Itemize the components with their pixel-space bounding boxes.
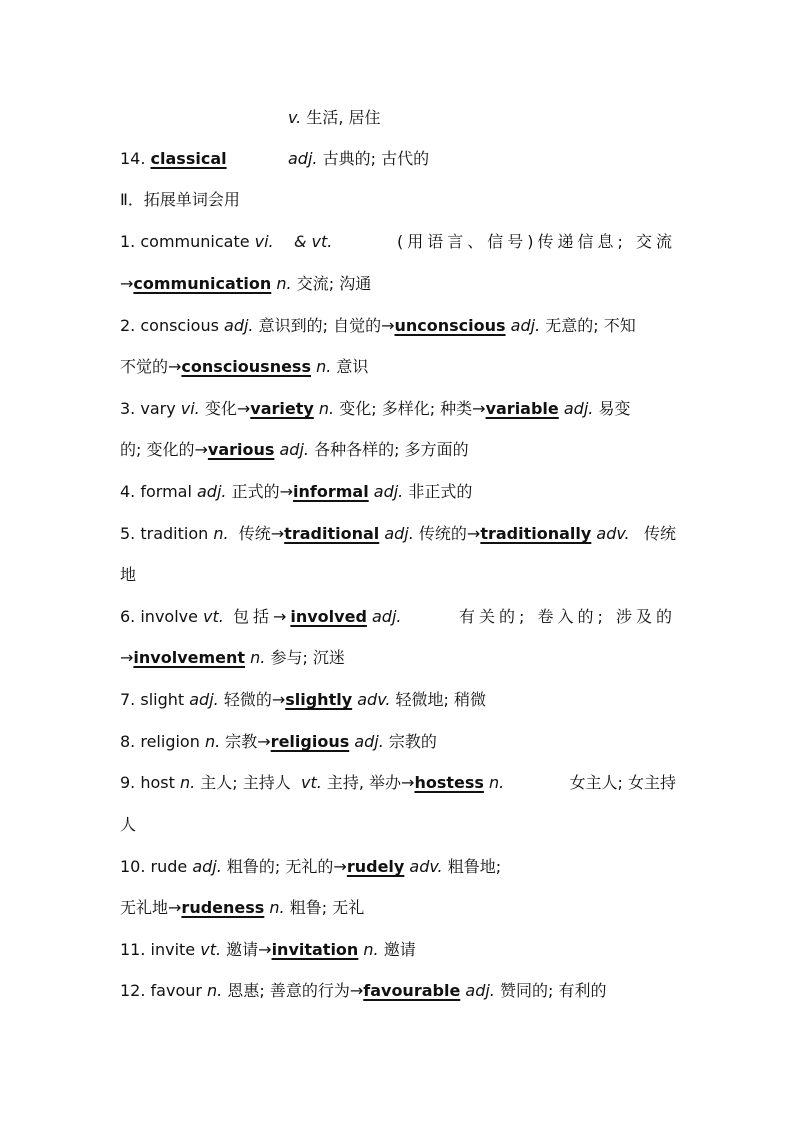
answer-word: communication	[133, 274, 272, 293]
meaning-text: 古典的; 古代的	[317, 149, 430, 168]
headword: 9. host	[120, 773, 180, 792]
entry-2-line-1	[120, 316, 676, 336]
meaning-text: 传统的→	[413, 524, 481, 543]
pos-label: n.	[204, 732, 221, 751]
pos-label: adj.	[465, 981, 495, 1000]
entry-10-line-1	[120, 857, 676, 877]
answer-word: various	[207, 440, 275, 459]
headword: 12. favour	[120, 981, 208, 1000]
meaning-text: 邀请	[378, 940, 416, 959]
meaning-text: 意识到的; 自觉的→	[253, 316, 395, 335]
headword: 11. invite	[120, 940, 201, 959]
entry-12	[120, 981, 676, 1001]
entry-5-body	[120, 524, 630, 544]
entry-5-line-1	[120, 524, 676, 544]
meaning-text: 轻微的→	[218, 690, 286, 709]
answer-word: unconscious	[394, 316, 506, 335]
answer-word: rudely	[346, 857, 405, 876]
arrow-text: →	[120, 648, 134, 667]
meaning-text: 恩惠; 善意的行为→	[222, 981, 364, 1000]
meaning-text: (用语言、信号)传递信息; 交流	[397, 232, 676, 251]
meaning-text: 主持, 举办→	[321, 773, 415, 792]
arrow-text: →	[120, 274, 134, 293]
answer-word: involved	[290, 607, 367, 626]
answer-word: rudeness	[181, 898, 265, 917]
entry-11	[120, 940, 676, 960]
pos-label: adj.	[224, 316, 254, 335]
meaning-text: 非正式的	[403, 482, 473, 501]
headword: 10. rude	[120, 857, 193, 876]
answer-word: invitation	[271, 940, 359, 959]
entry-8	[120, 732, 676, 752]
headword: 6. involve	[120, 607, 204, 626]
pos-label: adj.	[288, 149, 318, 168]
pos-label: adj.	[192, 857, 222, 876]
pos-label: adj.	[563, 399, 594, 418]
meaning-text: 轻微地; 稍微	[390, 690, 487, 709]
headword: 8. religion	[120, 732, 205, 751]
meaning-text: 的; 变化的→	[120, 440, 208, 459]
meaning-text: 意识	[331, 357, 369, 376]
entry-6-line-2	[120, 648, 676, 668]
pos-label: n.	[179, 773, 196, 792]
pos-label: adj.	[279, 440, 309, 459]
meaning-text: 变化; 多样化; 种类→	[334, 399, 486, 418]
answer-word: traditionally	[480, 524, 592, 543]
answer-word: variable	[485, 399, 559, 418]
entry-1-line-2	[120, 274, 676, 294]
headword: 5. tradition	[120, 524, 214, 543]
entry-9-line-1	[120, 773, 676, 793]
answer-word: favourable	[363, 981, 461, 1000]
answer-word: slightly	[285, 690, 353, 709]
meaning-text: 传统	[638, 524, 676, 543]
pos-label: adv.	[409, 857, 443, 876]
headword: 7. slight	[120, 690, 190, 709]
pos-label: adv.	[357, 690, 391, 709]
pos-label: n.	[489, 773, 505, 792]
pos-label: adj.	[189, 690, 219, 709]
answer-word: hostess	[414, 773, 484, 792]
pos-label: v.	[288, 108, 302, 127]
pos-label: n.	[250, 648, 266, 667]
pos-label: adj.	[371, 607, 402, 626]
entry-number: 14.	[120, 149, 151, 168]
pos-label: vi.	[180, 399, 200, 418]
pos-label: n.	[318, 399, 335, 418]
entry-1-line-1	[120, 232, 676, 252]
meaning-text: 无礼地→	[120, 898, 182, 917]
pos-label: n.	[269, 898, 285, 917]
entry-14	[120, 149, 676, 169]
pos-label: adj.	[510, 316, 541, 335]
pos-label: vt.	[203, 607, 224, 626]
entry-2-line-2	[120, 357, 676, 377]
entry-9-line-2: 人	[120, 815, 137, 834]
entry-3-line-2	[120, 440, 676, 460]
headword: 2. conscious	[120, 316, 225, 335]
meaning-text: 邀请→	[221, 940, 272, 959]
answer-word: religious	[270, 732, 350, 751]
meaning-text: 交流; 沟通	[291, 274, 372, 293]
meaning-text: 各种各样的; 多方面的	[309, 440, 469, 459]
entry-6-line-1	[120, 607, 676, 627]
meaning-text: 易变	[593, 399, 631, 418]
answer-word: classical	[150, 149, 227, 168]
meaning-text: 粗鲁; 无礼	[284, 898, 365, 917]
meaning-text: 赞同的; 有利的	[494, 981, 607, 1000]
meaning-text: 主人; 主持人	[195, 773, 301, 792]
pos-label: adv.	[596, 524, 630, 543]
answer-word: informal	[293, 482, 369, 501]
answer-word: variety	[250, 399, 314, 418]
entry-7	[120, 690, 676, 710]
headword: 1. communicate	[120, 232, 255, 251]
meaning-text: 正式的→	[226, 482, 293, 501]
pos-label: vt.	[300, 773, 322, 792]
entry-14-definition	[288, 149, 429, 169]
pos-label: n.	[213, 524, 229, 543]
pos-label: adj.	[373, 482, 404, 501]
entry-3-line-1	[120, 399, 676, 419]
pos-label: vi.	[254, 232, 274, 251]
meaning-text: 包括→	[223, 607, 291, 626]
pos-label: adj.	[197, 482, 227, 501]
pos-label: n.	[363, 940, 379, 959]
pos-label: vt.	[200, 940, 222, 959]
entry-1-head	[120, 232, 332, 252]
pos-label: n.	[207, 981, 223, 1000]
answer-word: traditional	[284, 524, 380, 543]
meaning-text: 宗教的	[383, 732, 437, 751]
entry-5-line-2: 地	[120, 565, 137, 584]
entry-10-line-2	[120, 898, 676, 918]
meaning-text: 宗教→	[220, 732, 271, 751]
section-heading: Ⅱ．拓展单词会用	[120, 190, 240, 209]
meaning-text: 传统→	[228, 524, 285, 543]
entry-6-body	[120, 607, 401, 627]
headword: 3. vary	[120, 399, 181, 418]
meaning-text: 变化→	[199, 399, 251, 418]
meaning-text: 参与; 沉迷	[265, 648, 345, 667]
meaning-text: 生活, 居住	[301, 108, 381, 127]
answer-word: consciousness	[181, 357, 311, 376]
amp-text: &	[293, 232, 312, 251]
pos-label: adj.	[354, 732, 384, 751]
entry-9-body	[120, 773, 504, 793]
pos-label: n.	[276, 274, 292, 293]
headword: 4. formal	[120, 482, 197, 501]
entry-4	[120, 482, 676, 502]
meaning-text: 粗鲁地;	[442, 857, 502, 876]
pos-label: vt.	[311, 232, 333, 251]
meaning-text: 有关的; 卷入的; 涉及的	[449, 607, 676, 626]
meaning-text: 无意的; 不知	[540, 316, 636, 335]
meaning-text: 粗鲁的; 无礼的→	[221, 857, 347, 876]
entry-13-meaning-line	[288, 108, 588, 128]
pos-label: n.	[316, 357, 332, 376]
answer-word: involvement	[133, 648, 246, 667]
meaning-text: 不觉的→	[120, 357, 182, 376]
pos-label: adj.	[384, 524, 414, 543]
meaning-text: 女主人; 女主持	[564, 773, 676, 792]
